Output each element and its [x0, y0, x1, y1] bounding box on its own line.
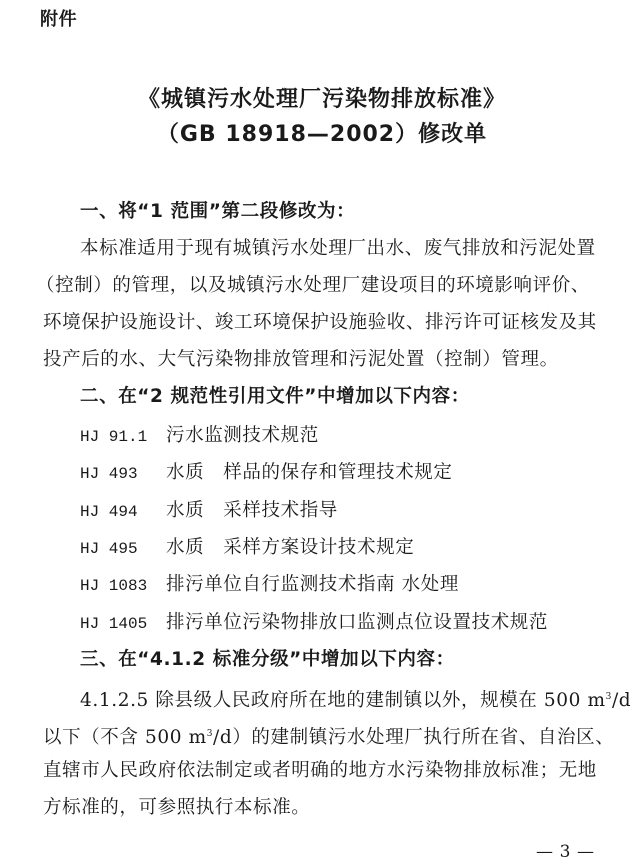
paragraph-line: 直辖市人民政府依法制定或者明确的地方水污染物排放标准；无地 [43, 760, 597, 781]
paragraph-line: （控制）的管理，以及城镇污水处理厂建设项目的环境影响评价、 [36, 275, 590, 296]
reference-code: HJ 495 [80, 540, 138, 558]
reference-code: HJ 1405 [80, 615, 148, 633]
title-line-2: （GB 18918—2002）修改单 [156, 122, 488, 147]
reference-item [80, 611, 548, 636]
paragraph-line: 4.1.2.5 除县级人民政府所在地的建制镇以外，规模在 500 $m^3/d$ [80, 690, 632, 712]
reference-item [80, 573, 459, 598]
reference-title: 排污单位污染物排放口监测点位设置技术规范 [166, 612, 549, 633]
reference-title: 排污单位自行监测技术指南 水处理 [166, 574, 459, 595]
reference-title: 水质 采样技术指导 [166, 500, 338, 521]
reference-code: HJ 493 [80, 465, 138, 483]
reference-item [80, 499, 338, 524]
reference-code: HJ 1083 [80, 577, 148, 595]
paragraph-line: 本标准适用于现有城镇污水处理厂出水、废气排放和污泥处置 [80, 238, 596, 259]
reference-item [80, 536, 414, 561]
reference-title: 污水监测技术规范 [166, 425, 319, 446]
reference-item [80, 461, 453, 486]
paragraph-line: 以下（不含 500 $m^3/d$）的建制镇污水处理厂执行所在省、自治区、 [43, 727, 615, 749]
reference-title: 水质 采样方案设计技术规定 [166, 537, 415, 558]
reference-code: HJ 494 [80, 503, 138, 521]
paragraph-line: 方标准的，可参照执行本标准。 [43, 797, 311, 818]
section-3-heading: 三、在“4.1.2 标准分级”中增加以下内容： [80, 649, 455, 670]
reference-code: HJ 91.1 [80, 428, 148, 446]
paragraph-line: 环境保护设施设计、竣工环境保护设施验收、排污许可证核发及其 [43, 312, 597, 333]
section-2-heading: 二、在“2 规范性引用文件”中增加以下内容： [80, 386, 470, 407]
page-number: — 3 — [536, 842, 595, 862]
attachment-label: 附件 [40, 9, 78, 30]
reference-item [80, 424, 319, 449]
title-line-1: 《城镇污水处理厂污染物排放标准》 [137, 87, 506, 112]
paragraph-line: 投产后的水、大气污染物排放管理和污泥处置（控制）管理。 [43, 349, 559, 370]
section-1-heading: 一、将“1 范围”第二段修改为： [80, 201, 356, 222]
reference-title: 水质 样品的保存和管理技术规定 [166, 462, 453, 483]
